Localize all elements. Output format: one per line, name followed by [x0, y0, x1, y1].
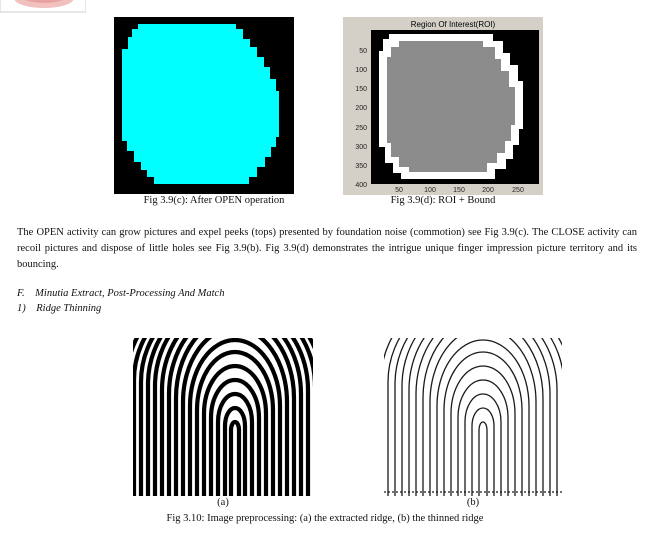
figure-caption-open: Fig 3.9(c): After OPEN operation — [143, 195, 285, 206]
thinned-ridge-image — [384, 338, 562, 496]
y-tick-label: 400 — [355, 182, 367, 189]
y-tick-label: 250 — [355, 125, 367, 132]
y-tick-label: 300 — [355, 144, 367, 151]
figure-label-b: (b) — [466, 497, 480, 508]
y-tick-label: 100 — [355, 67, 367, 74]
body-paragraph: The OPEN activity can grow pictures and expel peeks (tops) presented by foundation noise (commotion) see Fig 3.9(c). The CLOSE activity can recoil pictures and dispose of little holes see Fig 3.9(b). Fig 3.9(d) demonstrates the intrigue unique finger impression picture territory and its bouncing. — [17, 227, 637, 270]
figure-caption-roi: Fig 3.9(d): ROI + Bound — [390, 195, 496, 206]
open-operation-image — [114, 17, 294, 194]
x-tick-label: 50 — [395, 187, 403, 194]
x-tick-label: 150 — [453, 187, 465, 194]
roi-plot — [343, 17, 543, 195]
y-tick-label: 150 — [355, 86, 367, 93]
figure-caption-fingerprint: Fig 3.10: Image preprocessing: (a) the extracted ridge, (b) the thinned ridge — [166, 513, 484, 524]
figure-label-a: (a) — [217, 497, 229, 508]
x-tick-label: 200 — [482, 187, 494, 194]
y-tick-label: 350 — [355, 163, 367, 170]
journal-logo — [0, 0, 86, 16]
y-tick-label: 200 — [355, 105, 367, 112]
x-tick-label: 250 — [512, 187, 524, 194]
x-tick-label: 100 — [424, 187, 436, 194]
extracted-ridge-image — [133, 338, 313, 496]
section-heading-f: F. Minutia Extract, Post-Processing And Match — [17, 288, 225, 299]
mask-region — [122, 24, 279, 184]
y-tick-label: 50 — [359, 48, 367, 55]
roi-title: Region Of Interest(ROI) — [410, 20, 496, 29]
section-heading-1: 1) Ridge Thinning — [17, 303, 102, 314]
roi-region — [387, 41, 515, 172]
